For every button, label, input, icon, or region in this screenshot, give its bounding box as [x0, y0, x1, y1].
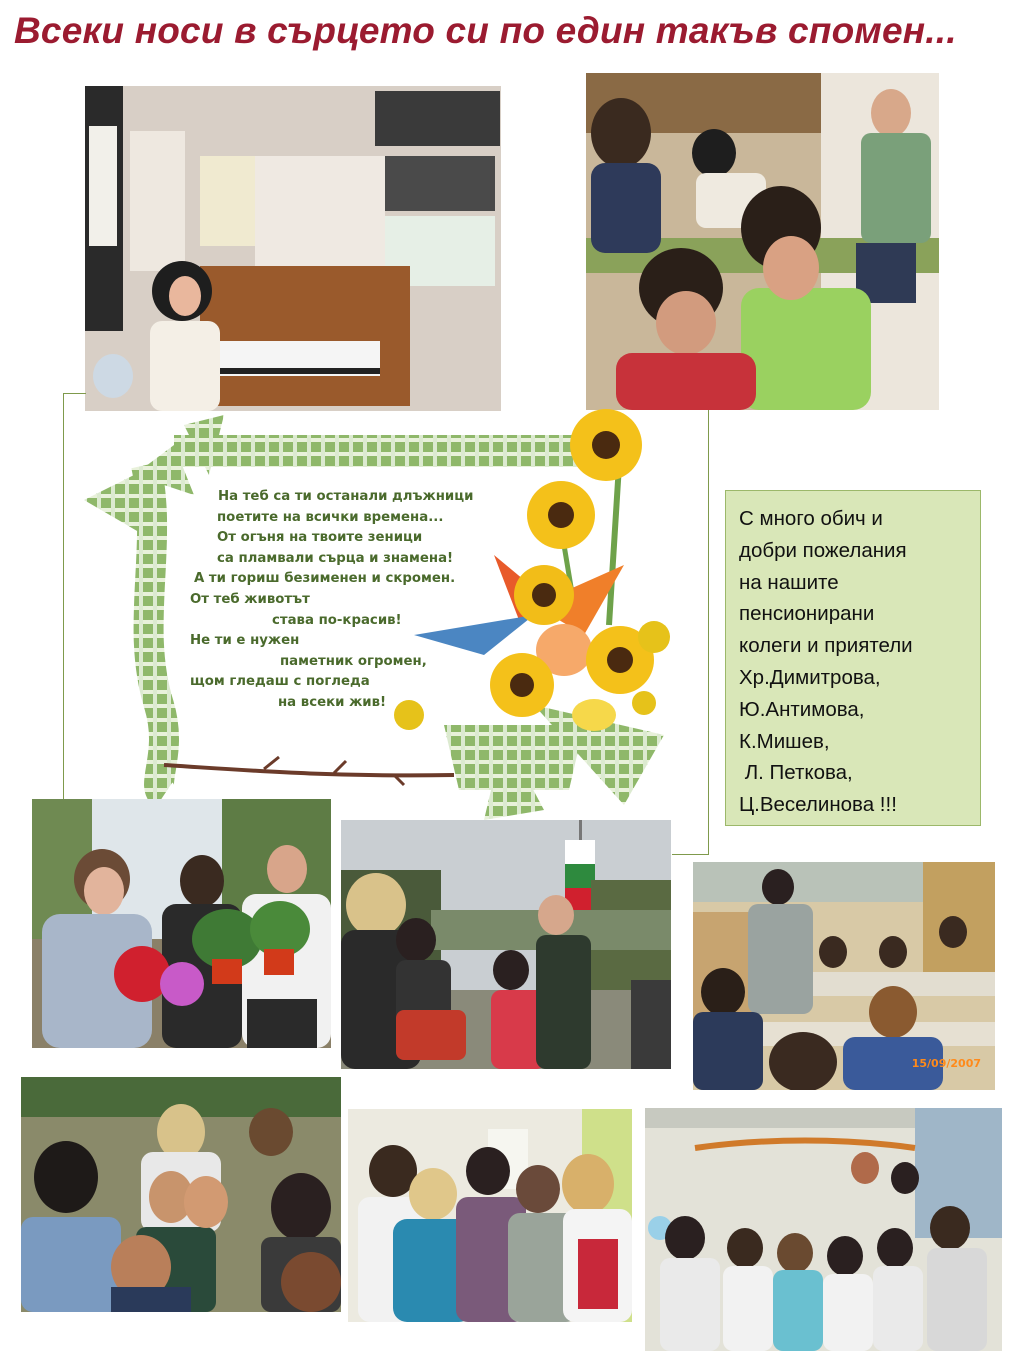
note-line: колеги и приятели [739, 634, 913, 658]
poem-line: щом гледаш с погледа [190, 674, 370, 690]
note-line: Ц.Веселинова !!! [739, 793, 897, 817]
note-line: Ю.Антимова, [739, 697, 865, 721]
card-frame-right [708, 410, 709, 855]
photo-teachers-with-flowers [32, 799, 331, 1048]
poem-line: На теб са ти останали длъжници [218, 489, 474, 504]
photo-classroom [693, 862, 995, 1090]
note-line: Л. Петкова, [739, 761, 853, 785]
card-frame-top [63, 393, 86, 394]
poem-line: паметник огромен, [280, 653, 427, 669]
photo-pupils-at-desks [586, 73, 939, 410]
poem-line: са пламвали сърца и знамена! [217, 550, 454, 566]
poem-line: Не ти е нужен [190, 633, 300, 649]
dedication-note [725, 490, 981, 826]
date-stamp: 15/09/2007 [911, 1057, 981, 1070]
photo-school-ceremony [341, 820, 671, 1069]
note-line: добри пожелания [739, 538, 907, 562]
page-title: Всеки носи в сърцето си по един такъв спомен... [14, 10, 957, 51]
card-frame-bottom [672, 854, 709, 855]
note-line: на нашите [739, 570, 839, 594]
note-line: пенсионирани [739, 602, 875, 626]
photo-pupils-outdoors [21, 1077, 341, 1312]
poem-line: става по-красив! [272, 612, 402, 628]
note-line: С много обич и [739, 507, 883, 530]
poem-line: А ти гориш безименен и скромен. [194, 571, 456, 587]
note-line: К.Мишев, [739, 729, 830, 753]
poem-line: на всеки жив! [278, 694, 387, 710]
poem-line: От огъня на твоите зеници [217, 530, 423, 546]
photo-teacher-at-piano [85, 86, 501, 411]
poem-text [190, 487, 490, 714]
note-line: Хр.Димитрова, [739, 665, 881, 689]
photo-teachers-group [348, 1109, 632, 1322]
poem-line: поетите на всички времена... [217, 509, 444, 525]
photo-pupils-at-entrance [645, 1108, 1002, 1351]
poem-line: От теб животът [190, 591, 310, 607]
